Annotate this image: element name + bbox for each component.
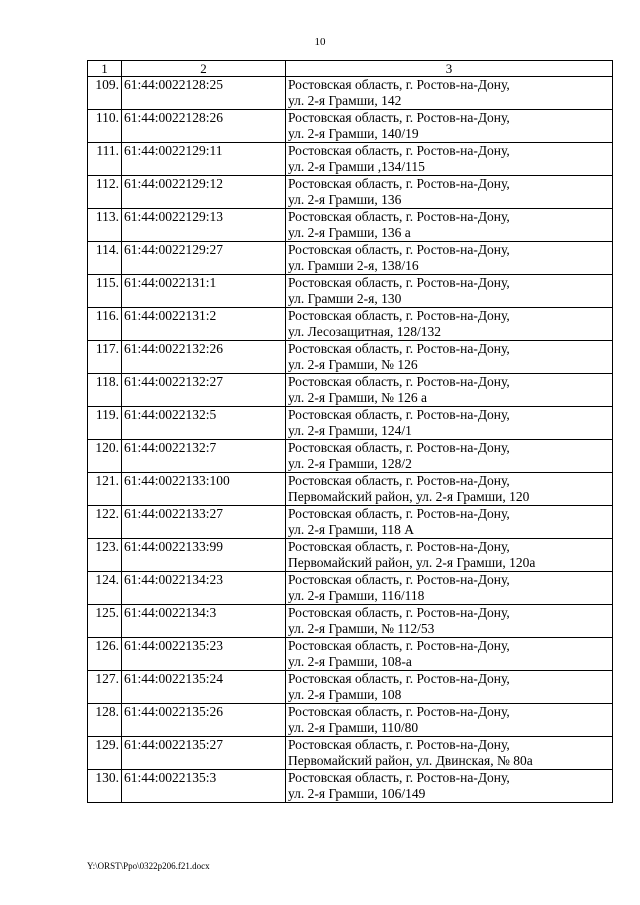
address-line-1: Ростовская область, г. Ростов-на-Дону, bbox=[288, 110, 510, 125]
address-line-1: Ростовская область, г. Ростов-на-Дону, bbox=[288, 572, 510, 587]
address-cell bbox=[286, 671, 613, 704]
address-line-2: ул. Грамши 2-я, 138/16 bbox=[288, 258, 419, 273]
address-line-1: Ростовская область, г. Ростов-на-Дону, bbox=[288, 77, 510, 92]
column-header-2: 2 bbox=[122, 61, 286, 77]
address-line-2: ул. 2-я Грамши, 116/118 bbox=[288, 588, 425, 603]
address-line-1: Ростовская область, г. Ростов-на-Дону, bbox=[288, 704, 510, 719]
address-cell bbox=[286, 209, 613, 242]
row-number: 120. bbox=[88, 440, 122, 473]
address-line-2: ул. 2-я Грамши, 140/19 bbox=[288, 126, 419, 141]
table-row bbox=[88, 704, 613, 737]
address-cell bbox=[286, 473, 613, 506]
address-cell bbox=[286, 341, 613, 374]
row-number: 119. bbox=[88, 407, 122, 440]
address-cell bbox=[286, 275, 613, 308]
address-line-2: ул. 2-я Грамши, 136 bbox=[288, 192, 402, 207]
table-row bbox=[88, 440, 613, 473]
row-number: 114. bbox=[88, 242, 122, 275]
table-row bbox=[88, 737, 613, 770]
address-cell bbox=[286, 539, 613, 572]
table-header-row bbox=[88, 61, 613, 77]
address-table bbox=[87, 60, 613, 803]
address-cell bbox=[286, 605, 613, 638]
address-cell bbox=[286, 176, 613, 209]
address-line-1: Ростовская область, г. Ростов-на-Дону, bbox=[288, 242, 510, 257]
address-line-1: Ростовская область, г. Ростов-на-Дону, bbox=[288, 605, 510, 620]
address-line-2: ул. 2-я Грамши, 136 а bbox=[288, 225, 411, 240]
address-cell bbox=[286, 638, 613, 671]
address-cell bbox=[286, 704, 613, 737]
cadastral-number: 61:44:0022132:7 bbox=[122, 440, 286, 473]
cadastral-number: 61:44:0022128:26 bbox=[122, 110, 286, 143]
address-line-2: ул. Лесозащитная, 128/132 bbox=[288, 324, 442, 339]
file-path-footer: Y:\ORST\Ppo\0322p206.f21.docx bbox=[87, 861, 210, 871]
cadastral-number: 61:44:0022134:23 bbox=[122, 572, 286, 605]
address-line-1: Ростовская область, г. Ростов-на-Дону, bbox=[288, 275, 510, 290]
address-line-2: ул. 2-я Грамши, № 126 а bbox=[288, 390, 427, 405]
table-row bbox=[88, 77, 613, 110]
address-line-1: Ростовская область, г. Ростов-на-Дону, bbox=[288, 341, 510, 356]
row-number: 110. bbox=[88, 110, 122, 143]
row-number: 121. bbox=[88, 473, 122, 506]
address-line-2: ул. Грамши 2-я, 130 bbox=[288, 291, 402, 306]
cadastral-number: 61:44:0022129:13 bbox=[122, 209, 286, 242]
row-number: 117. bbox=[88, 341, 122, 374]
cadastral-number: 61:44:0022131:1 bbox=[122, 275, 286, 308]
address-line-1: Ростовская область, г. Ростов-на-Дону, bbox=[288, 506, 510, 521]
table-row bbox=[88, 506, 613, 539]
cadastral-number: 61:44:0022135:27 bbox=[122, 737, 286, 770]
table-row bbox=[88, 473, 613, 506]
address-line-2: ул. 2-я Грамши, 106/149 bbox=[288, 786, 426, 801]
table-row bbox=[88, 638, 613, 671]
row-number: 113. bbox=[88, 209, 122, 242]
address-line-2: Первомайский район, ул. 2-я Грамши, 120 bbox=[288, 489, 530, 504]
row-number: 123. bbox=[88, 539, 122, 572]
cadastral-number: 61:44:0022135:24 bbox=[122, 671, 286, 704]
table-row bbox=[88, 572, 613, 605]
address-line-1: Ростовская область, г. Ростов-на-Дону, bbox=[288, 374, 510, 389]
cadastral-number: 61:44:0022133:99 bbox=[122, 539, 286, 572]
address-cell bbox=[286, 143, 613, 176]
cadastral-number: 61:44:0022135:3 bbox=[122, 770, 286, 803]
address-cell bbox=[286, 770, 613, 803]
cadastral-number: 61:44:0022129:11 bbox=[122, 143, 286, 176]
address-line-1: Ростовская область, г. Ростов-на-Дону, bbox=[288, 407, 510, 422]
address-cell bbox=[286, 374, 613, 407]
row-number: 116. bbox=[88, 308, 122, 341]
cadastral-number: 61:44:0022133:27 bbox=[122, 506, 286, 539]
address-cell bbox=[286, 407, 613, 440]
cadastral-number: 61:44:0022131:2 bbox=[122, 308, 286, 341]
cadastral-number: 61:44:0022133:100 bbox=[122, 473, 286, 506]
table-row bbox=[88, 176, 613, 209]
address-line-1: Ростовская область, г. Ростов-на-Дону, bbox=[288, 539, 510, 554]
column-header-3: 3 bbox=[286, 61, 613, 77]
cadastral-number: 61:44:0022132:27 bbox=[122, 374, 286, 407]
cadastral-number: 61:44:0022135:26 bbox=[122, 704, 286, 737]
address-line-2: Первомайский район, ул. Двинская, № 80а bbox=[288, 753, 533, 768]
table-row bbox=[88, 242, 613, 275]
address-line-2: ул. 2-я Грамши, 142 bbox=[288, 93, 402, 108]
row-number: 109. bbox=[88, 77, 122, 110]
table-row bbox=[88, 209, 613, 242]
address-line-1: Ростовская область, г. Ростов-на-Дону, bbox=[288, 737, 510, 752]
table-row bbox=[88, 143, 613, 176]
row-number: 125. bbox=[88, 605, 122, 638]
table-row bbox=[88, 110, 613, 143]
address-cell bbox=[286, 308, 613, 341]
table-row bbox=[88, 341, 613, 374]
row-number: 111. bbox=[88, 143, 122, 176]
address-line-2: ул. 2-я Грамши, 128/2 bbox=[288, 456, 412, 471]
table-row bbox=[88, 308, 613, 341]
address-line-1: Ростовская область, г. Ростов-на-Дону, bbox=[288, 638, 510, 653]
address-line-1: Ростовская область, г. Ростов-на-Дону, bbox=[288, 770, 510, 785]
address-line-2: ул. 2-я Грамши, 108-а bbox=[288, 654, 412, 669]
cadastral-number: 61:44:0022129:12 bbox=[122, 176, 286, 209]
table-row bbox=[88, 539, 613, 572]
row-number: 118. bbox=[88, 374, 122, 407]
address-line-1: Ростовская область, г. Ростов-на-Дону, bbox=[288, 473, 510, 488]
row-number: 129. bbox=[88, 737, 122, 770]
address-cell bbox=[286, 737, 613, 770]
address-cell bbox=[286, 440, 613, 473]
row-number: 126. bbox=[88, 638, 122, 671]
row-number: 130. bbox=[88, 770, 122, 803]
address-line-1: Ростовская область, г. Ростов-на-Дону, bbox=[288, 143, 510, 158]
address-line-1: Ростовская область, г. Ростов-на-Дону, bbox=[288, 308, 510, 323]
address-line-1: Ростовская область, г. Ростов-на-Дону, bbox=[288, 440, 510, 455]
address-cell bbox=[286, 242, 613, 275]
cadastral-number: 61:44:0022132:5 bbox=[122, 407, 286, 440]
table-row bbox=[88, 374, 613, 407]
table-body bbox=[88, 77, 613, 803]
cadastral-number: 61:44:0022134:3 bbox=[122, 605, 286, 638]
address-cell bbox=[286, 77, 613, 110]
column-header-1: 1 bbox=[88, 61, 122, 77]
address-line-2: ул. 2-я Грамши, № 126 bbox=[288, 357, 418, 372]
table-row bbox=[88, 605, 613, 638]
row-number: 112. bbox=[88, 176, 122, 209]
address-line-2: ул. 2-я Грамши, 110/80 bbox=[288, 720, 419, 735]
cadastral-number: 61:44:0022135:23 bbox=[122, 638, 286, 671]
table-row bbox=[88, 770, 613, 803]
address-cell bbox=[286, 572, 613, 605]
row-number: 124. bbox=[88, 572, 122, 605]
address-line-1: Ростовская область, г. Ростов-на-Дону, bbox=[288, 671, 510, 686]
cadastral-number: 61:44:0022132:26 bbox=[122, 341, 286, 374]
row-number: 115. bbox=[88, 275, 122, 308]
address-line-2: ул. 2-я Грамши, 124/1 bbox=[288, 423, 412, 438]
table-row bbox=[88, 407, 613, 440]
address-line-2: ул. 2-я Грамши, № 112/53 bbox=[288, 621, 435, 636]
cadastral-number: 61:44:0022128:25 bbox=[122, 77, 286, 110]
row-number: 128. bbox=[88, 704, 122, 737]
row-number: 127. bbox=[88, 671, 122, 704]
address-line-2: ул. 2-я Грамши ,134/115 bbox=[288, 159, 425, 174]
page-number: 10 bbox=[314, 36, 326, 48]
address-cell bbox=[286, 506, 613, 539]
cadastral-number: 61:44:0022129:27 bbox=[122, 242, 286, 275]
table-row bbox=[88, 275, 613, 308]
address-line-2: Первомайский район, ул. 2-я Грамши, 120а bbox=[288, 555, 536, 570]
address-line-2: ул. 2-я Грамши, 118 А bbox=[288, 522, 414, 537]
address-line-2: ул. 2-я Грамши, 108 bbox=[288, 687, 402, 702]
address-line-1: Ростовская область, г. Ростов-на-Дону, bbox=[288, 176, 510, 191]
address-cell bbox=[286, 110, 613, 143]
row-number: 122. bbox=[88, 506, 122, 539]
table-row bbox=[88, 671, 613, 704]
address-line-1: Ростовская область, г. Ростов-на-Дону, bbox=[288, 209, 510, 224]
